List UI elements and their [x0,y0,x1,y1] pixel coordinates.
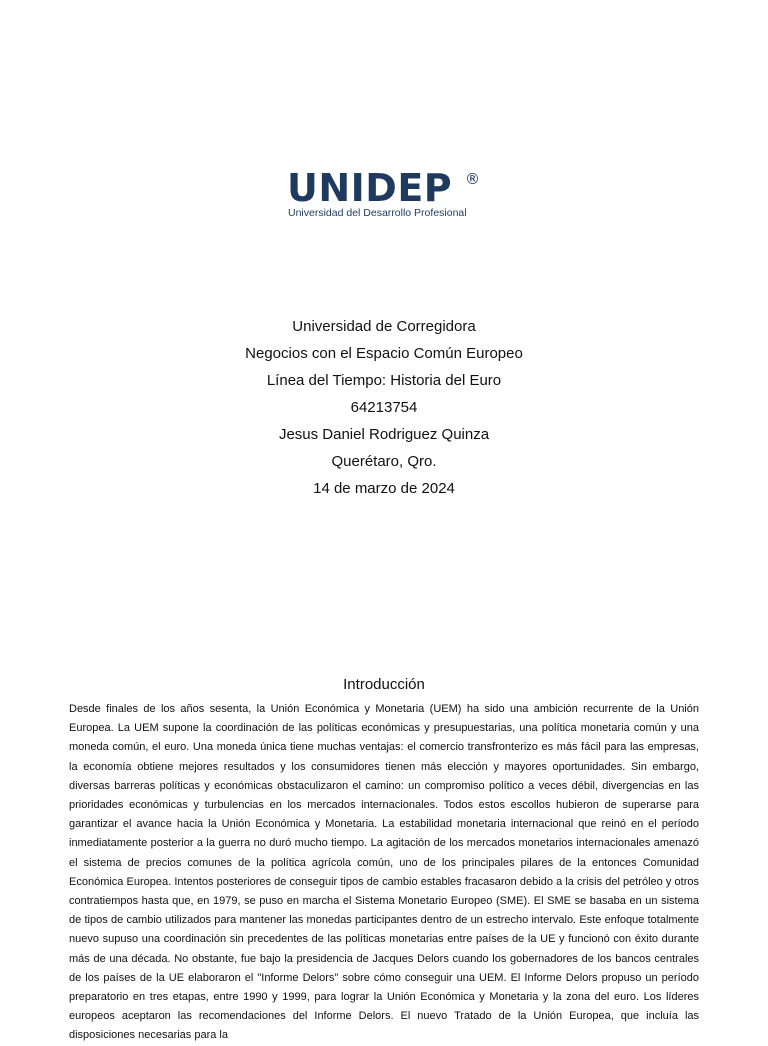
logo-wordmark: UNIDEP [287,166,453,210]
university-logo [287,168,487,224]
introduction-body: Desde finales de los años sesenta, la Unión Económica y Monetaria (UEM) ha sido una ambición recurrente de la Unión Europea. La UEM supone la coordinación de las políticas económicas y presupuestarias, una política monetaria común y una moneda común, el euro. Una moneda única tiene muchas ventajas: el comercio transfronterizo es más fácil para las empresas, la economía obtiene mejores resultados y los consumidores tienen más elección y mayores oportunidades. Sin embargo, diversas barreras políticas y económicas obstaculizaron el camino: un compromiso político a veces débil, divergencias en las prioridades económicas y turbulencias en los mercados internacionales. Todos estos escollos hubieron de superarse para garantizar el avance hacia la Unión Económica y Monetaria. La estabilidad monetaria internacional que reinó en el período inmediatamente posterior a la guerra no duró mucho tiempo. La agitación de los mercados monetarios internacionales amenazó el sistema de precios comunes de la política agrícola común, uno de los principales pilares de la entonces Comunidad Económica Europea. Intentos posteriores de conseguir tipos de cambio estables fracasaron debido a la crisis del petróleo y otros contratiempos hasta que, en 1979, se puso en marcha el Sistema Monetario Europeo (SME). El SME se basaba en un sistema de tipos de cambio utilizados para mantener las monedas participantes dentro de un estrecho intervalo. Este enfoque totalmente nuevo supuso una coordinación sin precedentes de las políticas monetarias entre países de la UE y funcionó con éxito durante más de una década. No obstante, fue bajo la presidencia de Jacques Delors cuando los gobernadores de los bancos centrales de los países de la UE elaboraron el "Informe Delors" sobre cómo conseguir una UEM. El Informe Delors propuso un período preparatorio en tres etapas, entre 1990 y 1999, para lograr la Unión Económica y Monetaria y la zona del euro. Los líderes europeos aceptaron las recomendaciones del Informe Delors. El nuevo Tratado de la Unión Europea, que incluía las disposiciones necesarias para la [69,703,699,1042]
location: Querétaro, Qro. [331,453,437,470]
university-name: Universidad de Corregidora [292,318,476,335]
student-id: 64213754 [350,399,418,416]
registered-mark: ® [465,170,480,188]
course-name: Negocios con el Espacio Común Europeo [245,345,523,362]
student-name: Jesus Daniel Rodriguez Quinza [278,426,490,443]
introduction-heading: Introducción [343,676,425,693]
logo-subtitle: Universidad del Desarrollo Profesional [288,207,467,219]
date: 14 de marzo de 2024 [313,480,455,497]
assignment-title: Línea del Tiempo: Historia del Euro [266,372,502,389]
cover-block [0,313,768,502]
